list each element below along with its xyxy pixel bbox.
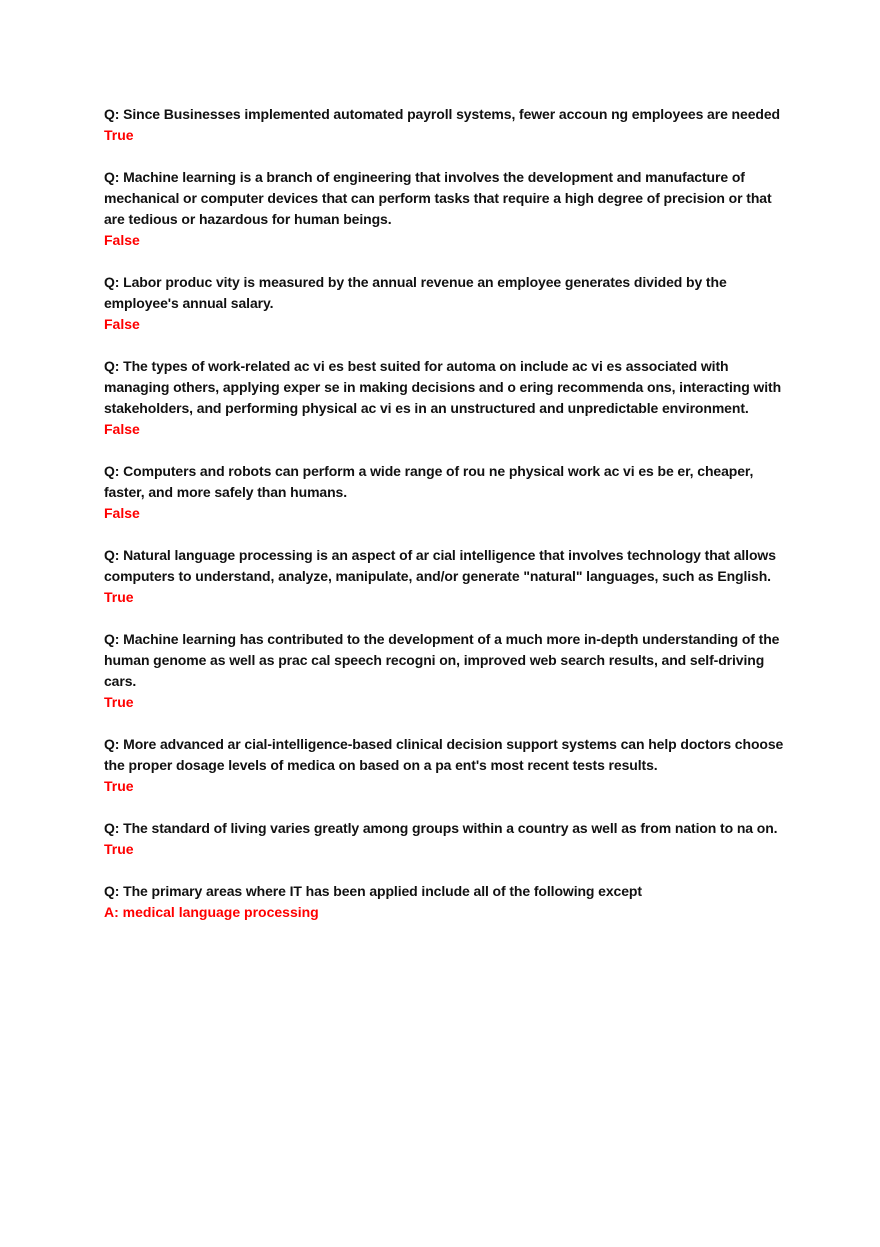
qa-item: [104, 818, 784, 860]
answer-text: A: medical language processing: [104, 904, 319, 920]
question-text: Q: Machine learning has contributed to the development of a much more in-depth understanding of the human genome as well as prac cal speech recogni on, improved web search results, and self-driving cars.: [104, 631, 780, 689]
question-text: Q: More advanced ar cial-intelligence-based clinical decision support systems can help doctors choose the proper dosage levels of medica on based on a pa ent's most recent tests results.: [104, 736, 784, 773]
qa-item: [104, 629, 784, 713]
qa-item: [104, 461, 784, 524]
qa-item: [104, 272, 784, 335]
answer-text: False: [104, 421, 140, 437]
qa-item: [104, 356, 784, 440]
answer-text: False: [104, 232, 140, 248]
answer-text: False: [104, 505, 140, 521]
answer-text: True: [104, 778, 134, 794]
answer-text: True: [104, 841, 134, 857]
question-text: Q: Computers and robots can perform a wide range of rou ne physical work ac vi es be er, cheaper, faster, and more safely than humans.: [104, 463, 754, 500]
answer-text: True: [104, 694, 134, 710]
question-text: Q: The types of work-related ac vi es best suited for automa on include ac vi es associated with managing others, applying exper se in making decisions and o ering recommenda ons, interacting with stakeholders, and performing physical ac vi es in an unstructured and unpredictable environment.: [104, 358, 782, 416]
qa-list: [104, 104, 784, 944]
question-text: Q: Labor produc vity is measured by the annual revenue an employee generates divided by the employee's annual salary.: [104, 274, 727, 311]
qa-item: [104, 167, 784, 251]
qa-item: [104, 734, 784, 797]
question-text: Q: Since Businesses implemented automated payroll systems, fewer accoun ng employees are needed: [104, 106, 780, 122]
question-text: Q: Machine learning is a branch of engineering that involves the development and manufacture of mechanical or computer devices that can perform tasks that require a high degree of precision or that are tedious or hazardous for human beings.: [104, 169, 772, 227]
qa-item: [104, 881, 784, 923]
answer-text: True: [104, 589, 134, 605]
qa-item: [104, 545, 784, 608]
qa-item: [104, 104, 784, 146]
answer-text: True: [104, 127, 134, 143]
question-text: Q: Natural language processing is an aspect of ar cial intelligence that involves technology that allows computers to understand, analyze, manipulate, and/or generate "natural" languages, such as English.: [104, 547, 776, 584]
question-text: Q: The standard of living varies greatly among groups within a country as well as from nation to na on.: [104, 820, 778, 836]
question-text: Q: The primary areas where IT has been applied include all of the following except: [104, 883, 642, 899]
answer-text: False: [104, 316, 140, 332]
